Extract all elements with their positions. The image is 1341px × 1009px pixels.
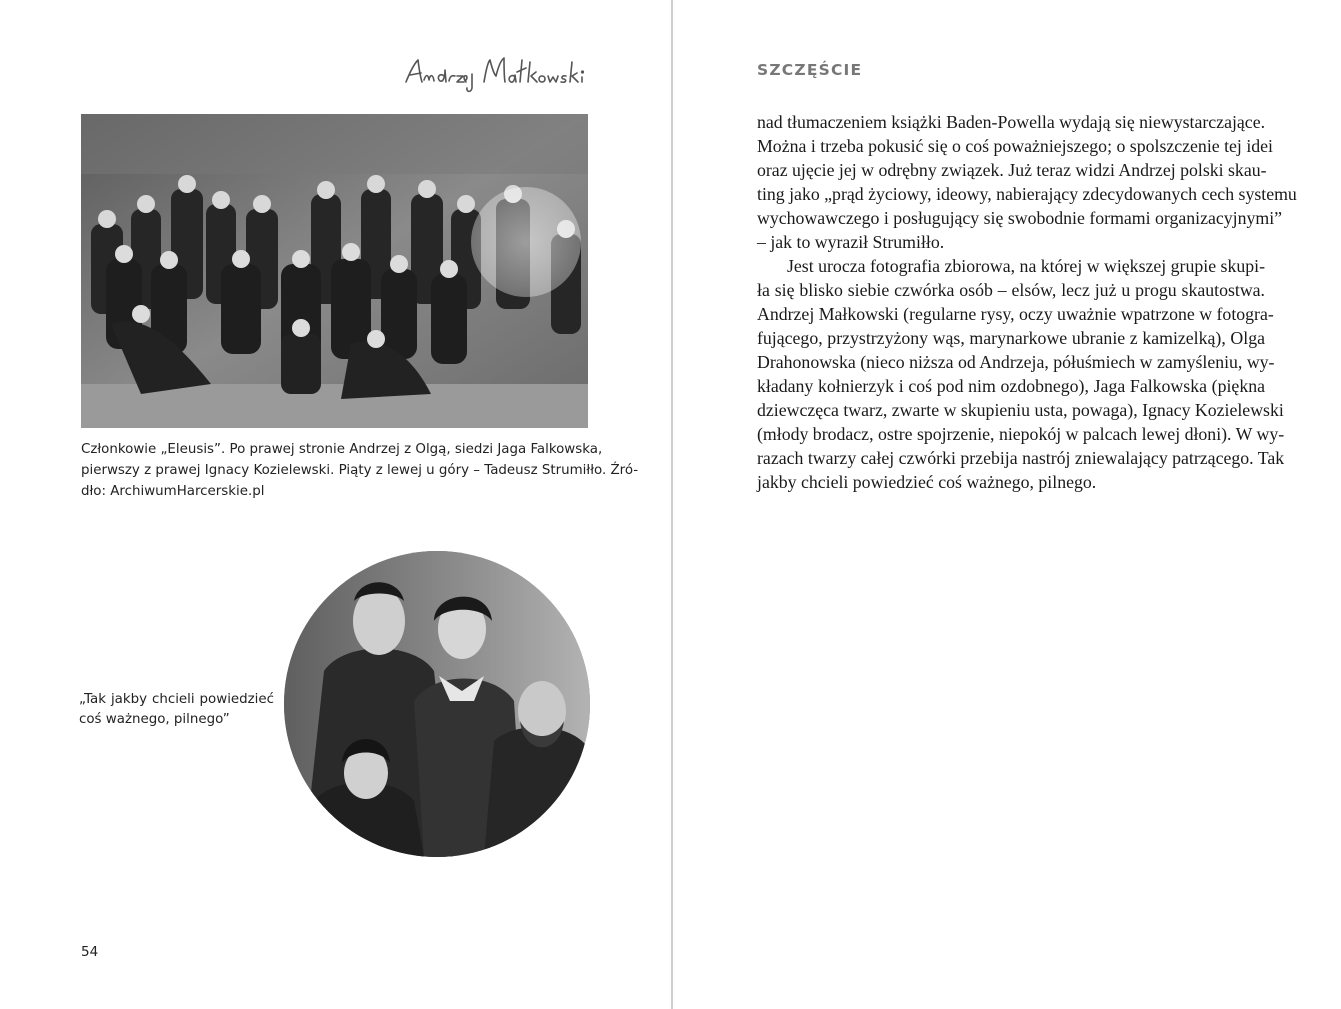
page-number: 54 bbox=[81, 944, 99, 960]
body-line: jakby chcieli powiedzieć coś ważnego, pilnego. bbox=[757, 472, 1097, 492]
body-line: razach twarzy całej czwórki przebija nastrój zniewalający patrzącego. Tak bbox=[757, 448, 1285, 468]
running-head: SZCZĘŚCIE bbox=[757, 61, 863, 79]
circle-photo-caption bbox=[79, 690, 274, 730]
body-line: oraz ujęcie jej w odrębny związek. Już teraz widzi Andrzej polski skau- bbox=[757, 160, 1267, 180]
caption-line: pierwszy z prawej Ignacy Kozielewski. Piąty z lewej u góry – Tadeusz Strumiłło. Źró- bbox=[81, 463, 639, 478]
body-line: Drahonowska (nieco niższa od Andrzeja, półuśmiech w zamyśleniu, wy- bbox=[757, 352, 1275, 372]
body-line: dziewczęca twarz, zwarte w skupieniu usta, powaga), Ignacy Kozielewski bbox=[757, 400, 1284, 420]
photo-caption bbox=[81, 439, 639, 502]
signature-image bbox=[400, 48, 590, 98]
body-line: Można i trzeba pokusić się o coś poważniejszego; o spolszczenie tej idei bbox=[757, 136, 1273, 156]
body-line: Andrzej Małkowski (regularne rysy, oczy uważnie wpatrzone w fotogra- bbox=[757, 304, 1274, 324]
body-line: ting jako „prąd życiowy, ideowy, nabierający zdecydowanych cech systemu bbox=[757, 184, 1297, 204]
caption-line: Członkowie „Eleusis”. Po prawej stronie Andrzej z Olgą, siedzi Jaga Falkowska, bbox=[81, 442, 603, 457]
body-line: ła się blisko siebie czwórka osób – elsów, lecz już u progu skautostwa. bbox=[757, 280, 1265, 300]
circle-caption-line: „Tak jakby chcieli powiedzieć bbox=[79, 692, 274, 707]
circle-caption-line: coś ważnego, pilnego” bbox=[79, 712, 230, 727]
caption-line: dło: ArchiwumHarcerskie.pl bbox=[81, 484, 265, 499]
group-photo bbox=[81, 114, 588, 428]
body-line: kładany kołnierzyk i coś pod nim ozdobnego), Jaga Falkowska (piękna bbox=[757, 376, 1265, 396]
page-gutter bbox=[671, 0, 673, 1009]
body-line: Jest urocza fotografia zbiorowa, na której w większej grupie skupi- bbox=[787, 256, 1265, 276]
circle-detail-photo bbox=[284, 551, 590, 857]
body-line: fującego, przystrzyżony wąs, marynarkowe ubranie z kamizelką), Olga bbox=[757, 328, 1265, 348]
body-line: (młody brodacz, ostre spojrzenie, niepokój w palcach lewej dłoni). W wy- bbox=[757, 424, 1285, 444]
body-line: wychowawczego i posługujący się swobodnie formami organizacyjnymi” bbox=[757, 208, 1283, 228]
body-line: nad tłumaczeniem książki Baden-Powella wydają się niewystarczające. bbox=[757, 112, 1266, 132]
body-text bbox=[757, 110, 1297, 494]
body-line: – jak to wyraził Strumiłło. bbox=[757, 232, 945, 252]
